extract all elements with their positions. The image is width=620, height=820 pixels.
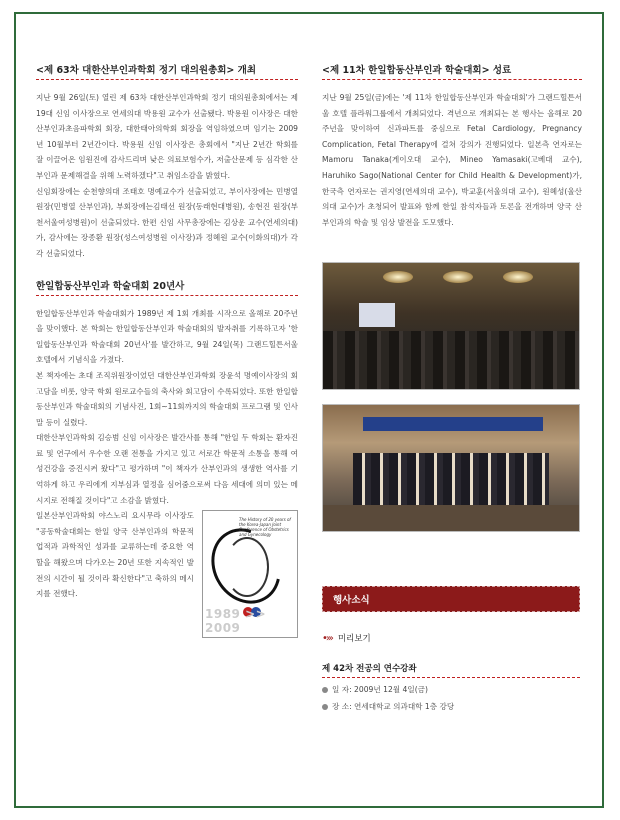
article-paragraph: 지난 9월 26일(토) 열린 제 63차 대한산부인과학회 정기 대의원총회에서는 제 19대 신임 이사장으로 연세의대 박용원 교수가 선출됐다. 박용원 이사장은 대한산부인과초음파학회 회장, 대한태아의학회 회장을 역임하였으며 임기는 2009년 10월부터 2년간이다. 박용원 신임 이사장은 총회에서 "지난 2년간 학회를 잘 이끌어온 임원진에 감사드리며 낮은 의료보험수가, 저출산문제 등 심각한 산부인과 문제해결을 위해 노력하겠다"고 취임소감을 밝혔다. — [36, 93, 298, 180]
event-date — [322, 684, 582, 695]
right-column — [322, 62, 582, 712]
event-title: 제 42차 전공의 연수강좌 — [322, 662, 580, 678]
article-paragraph: 한일합동산부인과 학술대회가 1989년 제 1회 개최를 시작으로 올해로 20주년을 맞이했다. 본 학회는 한일합동산부인과 학술대회의 발자취를 기록하고자 '한일합동산부인과 학술대회 20년사'를 발간하고, 9월 24일(목) 그랜드힐튼서울 호텔에서 기념식을 가졌다. — [36, 308, 298, 365]
event-place-text: 장 소: 연세대학교 의과대학 1층 강당 — [332, 702, 455, 712]
preview-label — [322, 632, 582, 644]
book-cover-image — [202, 510, 298, 638]
article-paragraph: 본 책자에는 초대 조직위원장이었던 대한산부인과학회 장윤석 명예이사장의 회고담을 비롯, 양국 학회 원로교수들의 축사와 회고담이 수록되었다. 또한 한일합동산부인과 학술대회의 기념사진, 1회~11회까지의 학술대회 프로그램 및 인사말 등이 실렸다. — [36, 370, 298, 427]
preview-text: 미리보기 — [337, 634, 371, 645]
bullet-icon — [322, 687, 328, 693]
article-paragraph: 신임회장에는 순천향의대 조태호 명예교수가 선출되었고, 부이사장에는 민병열 원장(민병열 산부인과), 부회장에는김태선 원장(동래현대병원), 송현진 원장(부천서울여성병원)이 선출되었다. 한편 신임 사무총장에는 김상운 교수(연세의대)가, 감사에는 장종환 원장(성스여성병원 이사장)과 정혜원 교수(이화의대)가 각각 선출되었다. — [36, 186, 298, 258]
closing-with-book — [36, 508, 298, 638]
article-paragraph: 지난 9월 25일(금)에는 '제 11차 한일합동산부인과 학술대회'가 그랜드힐튼서울 호텔 플라워그룹에서 개최되었다. 격년으로 개최되는 본 행사는 올해로 20주년을 맞이하여 신과파트를 중심으로 Fetal Cardiology, Pregnancy Complication, Fetal Therapy에 걸쳐 강의가 진행되었다. 일본측 연자로는 Mamoru Tanaka(게이오대 교수), Mineo Yamasaki(고베대 교수), Haruhiko Sago(National Center for Child Health & Development)가, 한국측 연자로는 권지영(연세의대 교수), 박교훈(서울의대 교수), 원혜성(울산의대 교수)가 초청되어 발표와 함께 한일 참석자들과 토론을 전개하며 양국 산부인과의 학술 및 임상 발전을 도모했다. — [322, 93, 582, 227]
left-column — [36, 62, 298, 638]
book-cover-years: 1989 >> 2009 — [205, 607, 267, 636]
section-title-general-assembly: <제 63차 대한산부인과학회 정기 대의원총회> 개최 — [36, 62, 298, 80]
article-paragraph: 일본산부인과학회 야스노리 요시무라 이사장도 "공동학술대회는 한일 양국 산부인과의 학문적 업적과 과학적인 성과를 교류하는데 중요한 역할을 해왔으며 다가오는 20년 또한 지속적인 발전의 시간이 될 것이라 확신한다"고 축하의 메시지를 전했다. — [36, 511, 194, 599]
event-date-text: 일 자: 2009년 12월 4일(금) — [332, 685, 428, 695]
group-photo — [322, 404, 580, 532]
section-title-20th-anniversary: 한일합동산부인과 학술대회 20년사 — [36, 278, 298, 296]
event-place — [322, 701, 582, 712]
book-cover-title: The History of 20 years of the Korea-Japan Joint Conference of Obstetrics and Gynecology — [239, 517, 291, 538]
event-news-header: 행사소식 — [322, 586, 580, 612]
bullet-icon — [322, 704, 328, 710]
double-arrow-icon: •››› — [322, 632, 332, 644]
conference-lecture-photo — [322, 262, 580, 390]
section-title-joint-conference: <제 11차 한일합동산부인과 학술대회> 성료 — [322, 62, 582, 80]
article-paragraph: 대한산부인과학회 김승범 신임 이사장은 발간사를 통해 "한일 두 학회는 환자진료 및 연구에서 우수한 오랜 전통을 가지고 있고 서로간 학문적 소통을 통해 여성건강을 증진시켜 왔다"고 평가하며 "이 책자가 산부인과의 생생한 역사를 기억하게 하고 우리에게 지부심과 열정을 심어줌으로써 다음 세대에 의미 있는 메시지로 전해질 것이다"고 소감을 밝혔다. — [36, 433, 298, 505]
